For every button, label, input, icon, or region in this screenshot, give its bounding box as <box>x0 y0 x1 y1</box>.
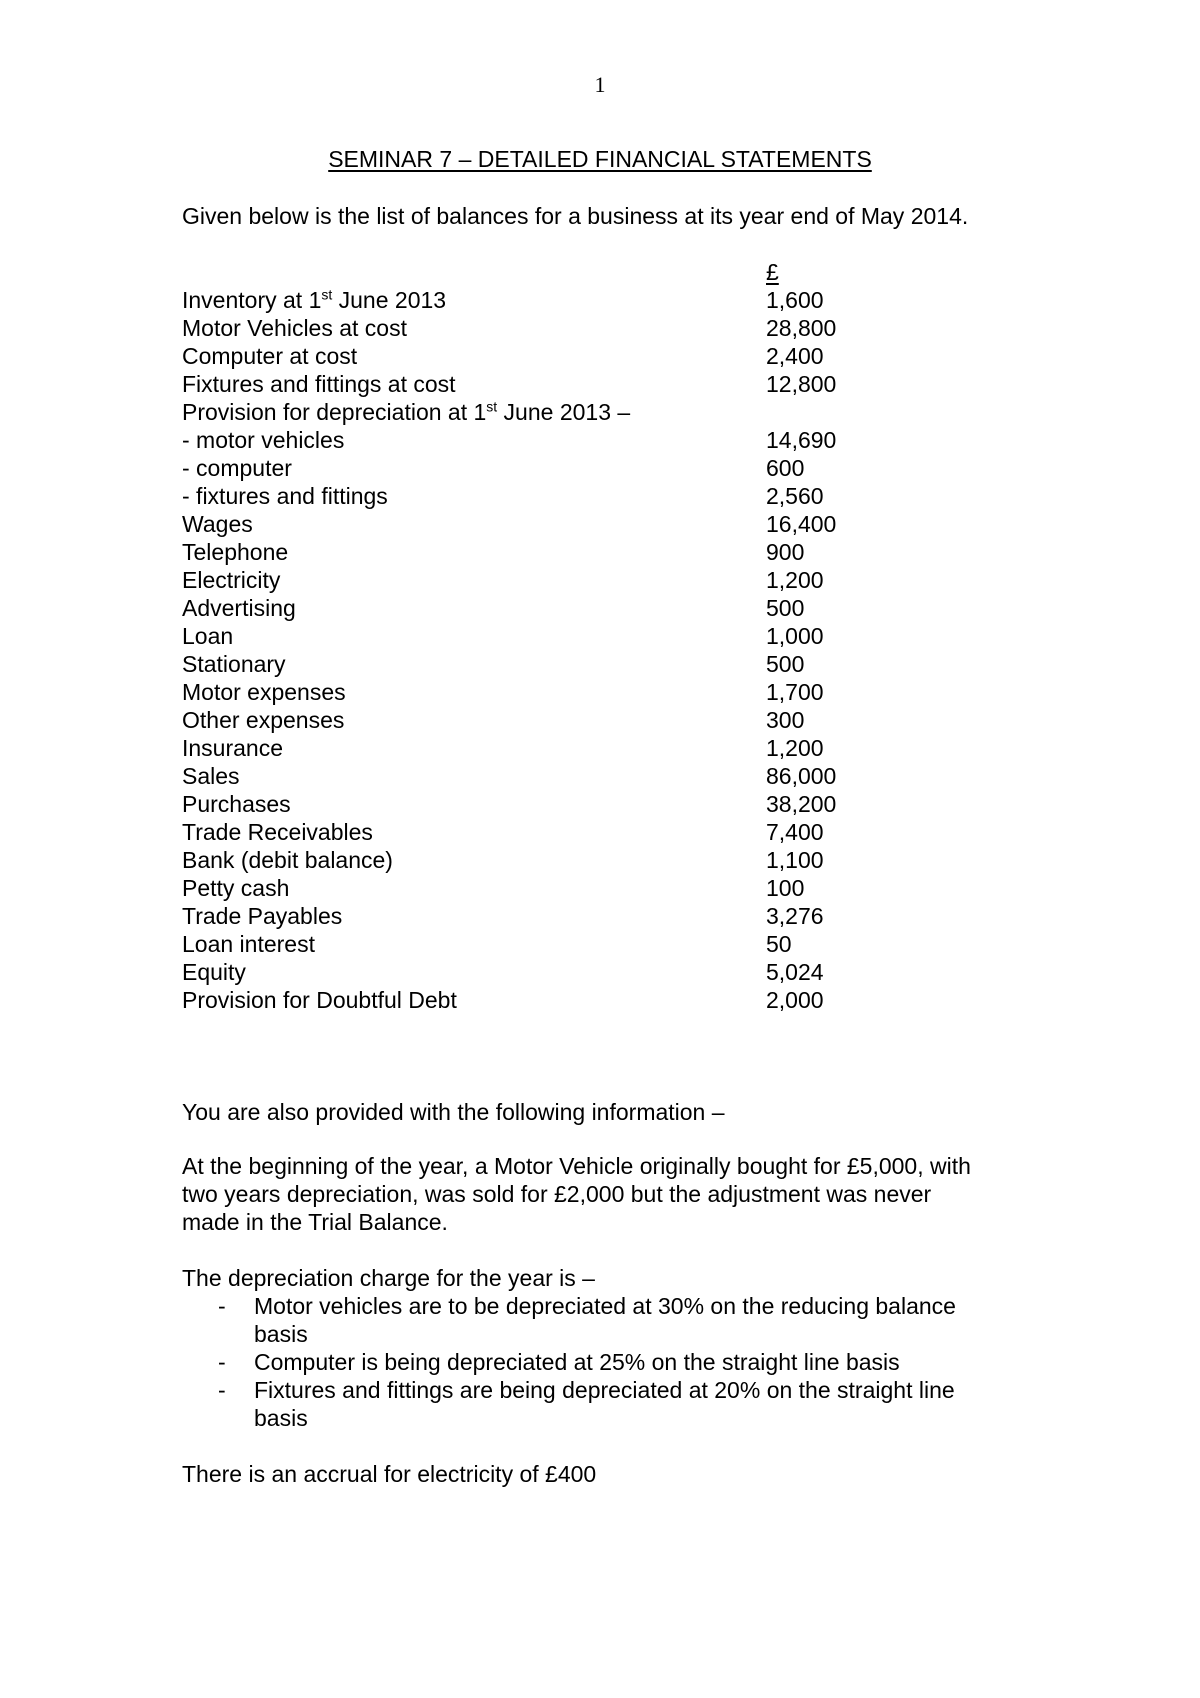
balance-label <box>182 594 296 622</box>
balance-label <box>182 454 292 482</box>
balance-label-text: Electricity <box>182 567 281 593</box>
balance-amount: 100 <box>766 875 805 901</box>
balance-label <box>182 986 457 1014</box>
balance-amount: 1,600 <box>766 287 824 313</box>
balance-amount: 900 <box>766 539 805 565</box>
bullet-line: Fixtures and fittings are being depreciated at 20% on the straight line <box>254 1377 955 1403</box>
balance-label-text: Computer at cost <box>182 343 358 369</box>
balance-label-text: Insurance <box>182 735 284 761</box>
balance-label-text: Advertising <box>182 595 296 621</box>
also-provided-paragraph: You are also provided with the following information – <box>182 1099 725 1125</box>
balance-amount: 28,800 <box>766 315 837 341</box>
balance-label <box>182 874 289 902</box>
currency-header-row <box>182 258 882 286</box>
balance-label <box>182 678 346 706</box>
balance-label-text: Petty cash <box>182 875 290 901</box>
balance-amount: 86,000 <box>766 763 837 789</box>
motor-vehicle-note <box>182 1152 1032 1236</box>
balance-label-text: June 2013 – <box>497 399 631 425</box>
balance-label-text: - fixtures and fittings <box>182 483 388 509</box>
balance-row <box>182 846 882 874</box>
balance-amount: 14,690 <box>766 427 837 453</box>
balance-label-text: Telephone <box>182 539 289 565</box>
balance-amount: 16,400 <box>766 511 837 537</box>
balance-row <box>182 594 882 622</box>
balance-label-text: Equity <box>182 959 246 985</box>
balance-rows <box>182 286 882 1014</box>
balance-label-text: June 2013 <box>332 287 447 313</box>
balance-label <box>182 706 344 734</box>
balance-label-text: Provision for Doubtful Debt <box>182 987 457 1013</box>
page-number: 1 <box>594 72 606 97</box>
balance-label-text: Motor Vehicles at cost <box>182 315 407 341</box>
balance-row <box>182 398 882 426</box>
balance-amount: 38,200 <box>766 791 837 817</box>
bullet-dash: - <box>218 1293 226 1319</box>
bullet-dash: - <box>218 1349 226 1375</box>
balance-label <box>182 818 373 846</box>
page-title: SEMINAR 7 – DETAILED FINANCIAL STATEMENTS <box>328 146 872 172</box>
balance-amount: 7,400 <box>766 819 824 845</box>
balance-label-text: Loan <box>182 623 234 649</box>
motor-note-line: made in the Trial Balance. <box>182 1209 448 1235</box>
balance-amount: 2,400 <box>766 343 824 369</box>
balance-row <box>182 622 882 650</box>
balance-row <box>182 286 882 314</box>
balance-label-text: Stationary <box>182 651 286 677</box>
balance-row <box>182 790 882 818</box>
balance-row <box>182 706 882 734</box>
balance-label-text: Other expenses <box>182 707 345 733</box>
balance-label <box>182 342 357 370</box>
balance-amount: 2,560 <box>766 483 824 509</box>
bullet-item <box>182 1292 1082 1348</box>
balance-label-text: Wages <box>182 511 253 537</box>
bullet-line: basis <box>254 1321 308 1347</box>
bullet-dash: - <box>218 1377 226 1403</box>
balance-label <box>182 510 253 538</box>
balance-label <box>182 566 280 594</box>
balance-label-text: Loan interest <box>182 931 315 957</box>
bullet-line: Computer is being depreciated at 25% on the straight line basis <box>254 1349 900 1375</box>
balance-row <box>182 734 882 762</box>
balance-amount: 1,700 <box>766 679 824 705</box>
balance-label <box>182 846 393 874</box>
balance-label <box>182 650 286 678</box>
balance-label <box>182 762 240 790</box>
balance-label <box>182 790 291 818</box>
currency-header: £ <box>766 259 779 285</box>
balance-row <box>182 454 882 482</box>
balance-row <box>182 342 882 370</box>
ordinal-suffix: st <box>321 286 333 303</box>
balance-label <box>182 314 407 342</box>
balance-amount: 2,000 <box>766 987 824 1013</box>
balance-row <box>182 482 882 510</box>
balance-row <box>182 930 882 958</box>
balance-label-text: Sales <box>182 763 240 789</box>
balance-label <box>182 286 446 314</box>
balance-label-text: Motor expenses <box>182 679 346 705</box>
intro-paragraph: Given below is the list of balances for a business at its year end of May 2014. <box>182 203 969 229</box>
depreciation-bullets <box>182 1292 1082 1432</box>
balance-label-text: Purchases <box>182 791 291 817</box>
balance-row <box>182 370 882 398</box>
bullet-line: basis <box>254 1405 308 1431</box>
balance-label <box>182 902 342 930</box>
motor-note-line: two years depreciation, was sold for £2,000 but the adjustment was never <box>182 1181 932 1207</box>
balance-row <box>182 314 882 342</box>
bullet-item <box>182 1376 1082 1432</box>
balance-amount: 300 <box>766 707 805 733</box>
balance-row <box>182 874 882 902</box>
balance-row <box>182 566 882 594</box>
balance-amount: 1,200 <box>766 567 824 593</box>
balance-row <box>182 762 882 790</box>
balance-label <box>182 538 288 566</box>
balance-label <box>182 370 456 398</box>
balance-row <box>182 986 882 1014</box>
accrual-note: There is an accrual for electricity of £400 <box>182 1461 597 1487</box>
balance-amount: 500 <box>766 595 805 621</box>
balance-amount: 12,800 <box>766 371 837 397</box>
balance-label-text: Fixtures and fittings at cost <box>182 371 456 397</box>
balance-row <box>182 818 882 846</box>
balance-label <box>182 958 246 986</box>
balance-amount: 1,000 <box>766 623 824 649</box>
balance-row <box>182 650 882 678</box>
balance-label <box>182 426 344 454</box>
balance-label <box>182 734 283 762</box>
balance-amount: 500 <box>766 651 805 677</box>
balance-amount: 1,100 <box>766 847 824 873</box>
balance-label-text: Trade Payables <box>182 903 343 929</box>
depreciation-intro: The depreciation charge for the year is – <box>182 1265 595 1291</box>
balance-label <box>182 622 233 650</box>
balance-row <box>182 426 882 454</box>
bullet-item <box>182 1348 1082 1376</box>
balance-label-text: - motor vehicles <box>182 427 345 453</box>
balance-row <box>182 902 882 930</box>
balance-label-text: Bank (debit balance) <box>182 847 393 873</box>
balance-label-text: Trade Receivables <box>182 819 373 845</box>
balance-amount: 3,276 <box>766 903 824 929</box>
bullet-line: Motor vehicles are to be depreciated at 30% on the reducing balance <box>254 1293 956 1319</box>
ordinal-suffix: st <box>486 398 498 415</box>
balance-label-text: Provision for depreciation at 1 <box>182 399 487 425</box>
balance-row <box>182 510 882 538</box>
balances-list <box>182 258 882 1014</box>
balance-amount: 1,200 <box>766 735 824 761</box>
balance-label-text: Inventory at 1 <box>182 287 322 313</box>
balance-amount: 600 <box>766 455 805 481</box>
balance-row <box>182 678 882 706</box>
balance-amount: 5,024 <box>766 959 824 985</box>
balance-amount: 50 <box>766 931 792 957</box>
balance-label <box>182 482 388 510</box>
balance-label <box>182 930 315 958</box>
balance-label-text: - computer <box>182 455 292 481</box>
balance-row <box>182 958 882 986</box>
balance-label <box>182 398 630 426</box>
balance-row <box>182 538 882 566</box>
motor-note-line: At the beginning of the year, a Motor Vehicle originally bought for £5,000, with <box>182 1153 971 1179</box>
